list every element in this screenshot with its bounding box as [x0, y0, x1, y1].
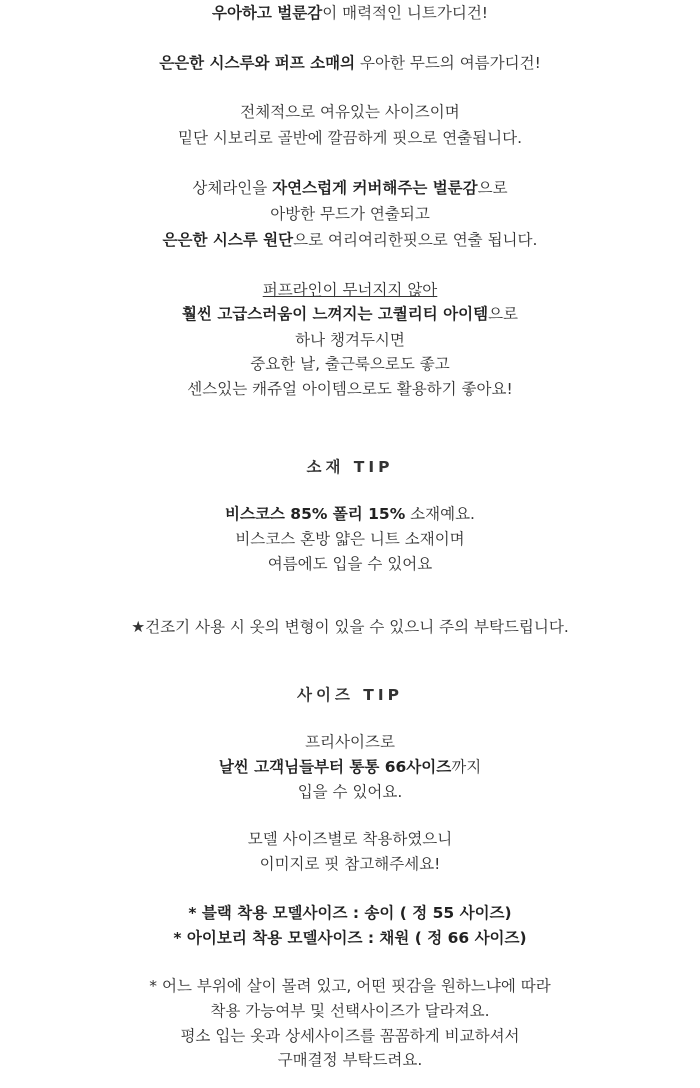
size-note-line-2: 착용 가능여부 및 선택사이즈가 달라져요. [210, 1002, 490, 1020]
intro-line-7-bold: 은은한 시스루 원단 [162, 231, 294, 249]
intro-line-7-text: 으로 여리여리한핏으로 연출 됩니다. [293, 231, 538, 249]
intro-line-1-bold: 우아하고 벌룬감 [211, 4, 323, 22]
intro-line-8 [0, 279, 700, 301]
material-line-3: 여름에도 입을 수 있어요 [267, 555, 433, 573]
intro-line-10: 하나 챙겨두시면 [295, 331, 405, 349]
intro-line-1-text: 이 매력적인 니트가디건! [322, 4, 489, 22]
material-tip-heading: 소재 TIP [306, 458, 394, 476]
size-line-2-bold: 날씬 고객님들부터 통통 66사이즈 [218, 758, 452, 776]
material-line-1 [0, 503, 700, 525]
intro-line-9-bold: 훨씬 고급스러움이 느껴지는 고퀄리티 아이템 [181, 305, 489, 323]
intro-line-2-bold: 은은한 시스루와 퍼프 소매의 [159, 54, 356, 72]
intro-line-5 [0, 177, 700, 199]
intro-line-3: 전체적으로 여유있는 사이즈이며 [240, 103, 460, 121]
size-line-5: 이미지로 핏 참고해주세요! [259, 855, 441, 873]
size-note-line-1: * 어느 부위에 살이 몰려 있고, 어떤 핏감을 원하느냐에 따라 [149, 977, 551, 995]
material-line-2: 비스코스 혼방 얇은 니트 소재이며 [235, 530, 465, 548]
size-note-line-3: 평소 입는 옷과 상세사이즈를 꼼꼼하게 비교하셔서 [180, 1027, 520, 1045]
intro-line-4: 밑단 시보리로 골반에 깔끔하게 핏으로 연출됩니다. [178, 129, 522, 147]
material-line-1-text: 소재예요. [405, 505, 475, 523]
size-line-1: 프리사이즈로 [305, 733, 395, 751]
intro-line-12: 센스있는 캐쥬얼 아이템으로도 활용하기 좋아요! [187, 380, 513, 398]
intro-line-5-bold: 자연스럽게 커버해주는 벌룬감 [272, 179, 478, 197]
model-size-ivory: * 아이보리 착용 모델사이즈 : 채원 ( 정 66 사이즈) [173, 929, 527, 947]
intro-line-7 [0, 229, 700, 251]
intro-line-5-text-c: 으로 [477, 179, 508, 197]
size-line-2-text: 까지 [451, 758, 482, 776]
size-tip-heading: 사이즈 TIP [296, 686, 404, 704]
intro-line-11: 중요한 날, 출근룩으로도 좋고 [250, 355, 450, 373]
dryer-warning: ★건조기 사용 시 옷의 변형이 있을 수 있으니 주의 부탁드립니다. [131, 618, 569, 636]
intro-line-5-text-a: 상체라인을 [192, 179, 273, 197]
model-size-black: * 블랙 착용 모델사이즈 : 송이 ( 정 55 사이즈) [188, 904, 512, 922]
intro-line-9-text: 으로 [488, 305, 519, 323]
intro-line-1 [0, 2, 700, 24]
material-line-1-bold: 비스코스 85% 폴리 15% [225, 505, 406, 523]
intro-line-8-underlined: 퍼프라인이 무너지지 않아 [262, 281, 438, 299]
size-line-2 [0, 756, 700, 778]
intro-line-2-text: 우아한 무드의 여름가디건! [355, 54, 541, 72]
intro-line-6: 아방한 무드가 연출되고 [270, 205, 430, 223]
size-line-4: 모델 사이즈별로 착용하였으니 [247, 830, 453, 848]
size-note-line-4: 구매결정 부탁드려요. [277, 1051, 423, 1069]
intro-line-2 [0, 52, 700, 74]
size-line-3: 입을 수 있어요. [297, 783, 403, 801]
intro-line-9 [0, 303, 700, 325]
